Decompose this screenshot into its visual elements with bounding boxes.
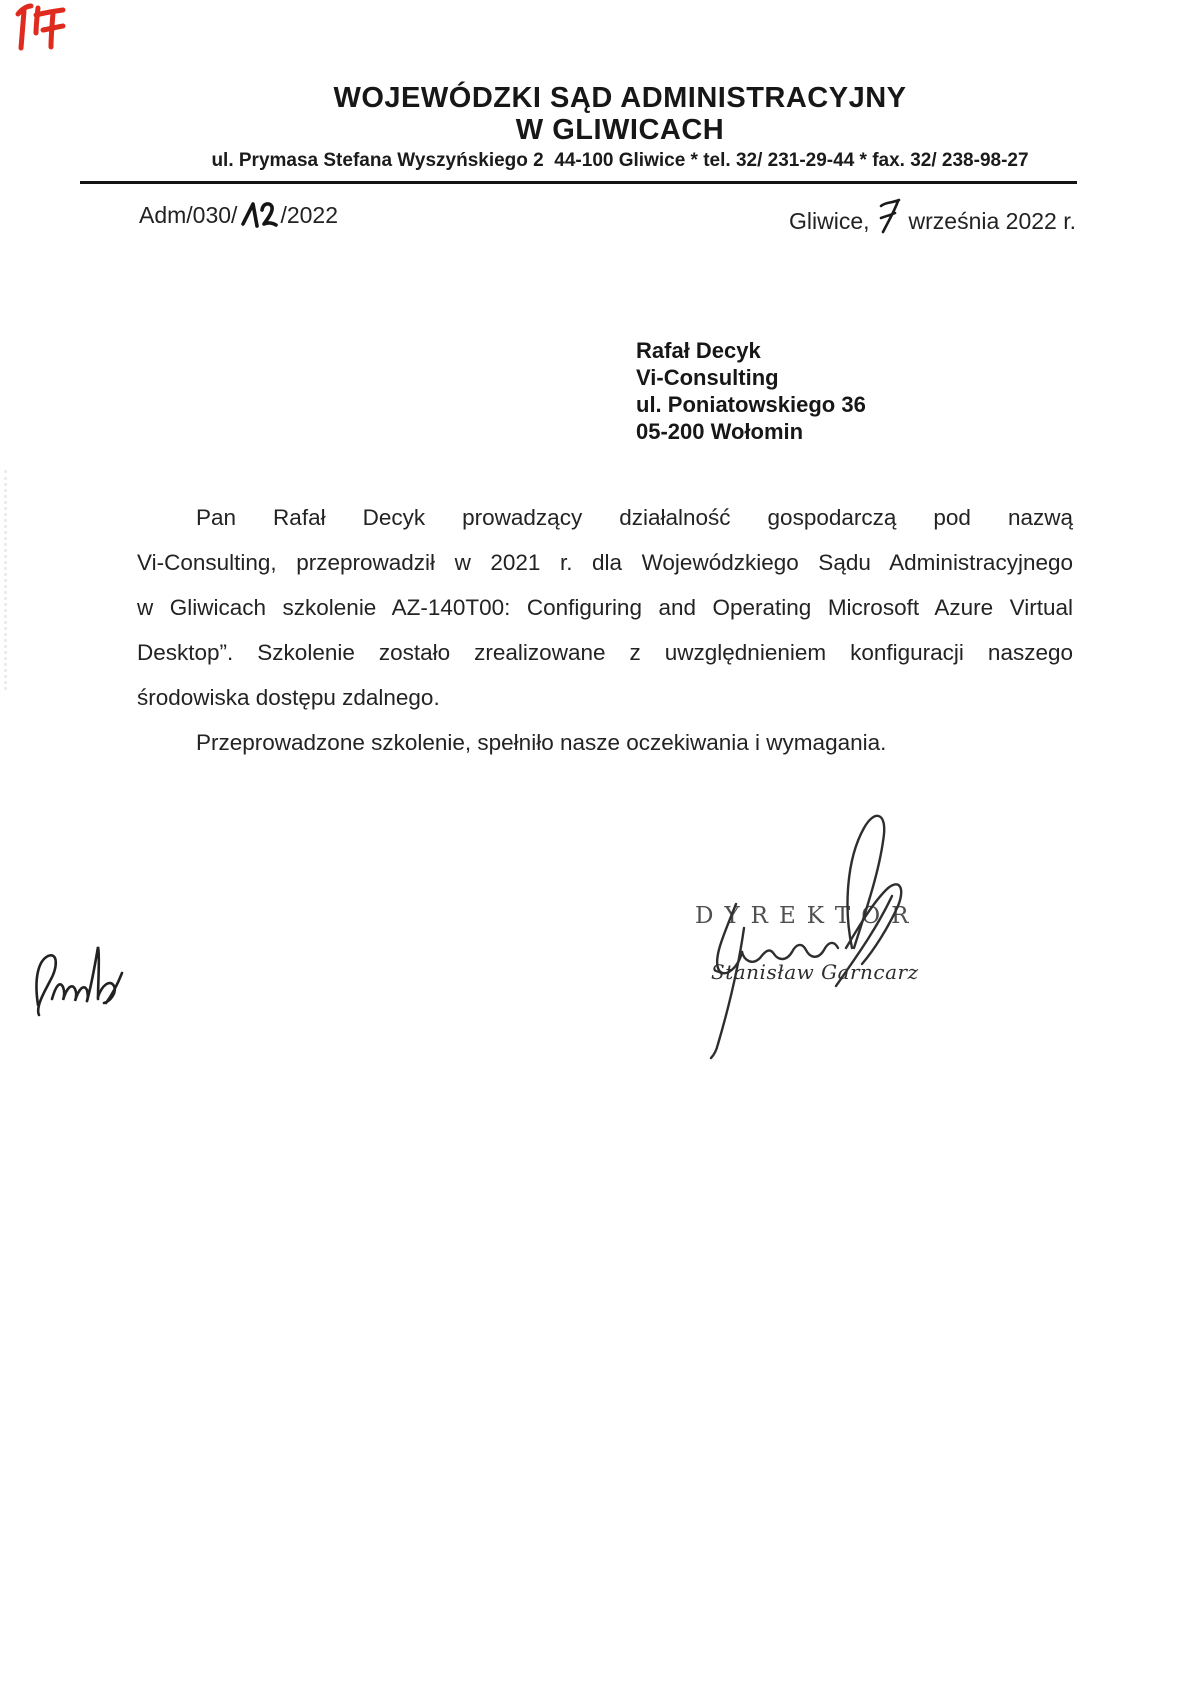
handwritten-paraph — [30, 935, 135, 1017]
reference-suffix: /2022 — [280, 202, 339, 228]
recipient-name: Rafał Decyk — [636, 338, 761, 363]
body-line: środowiska dostępu zdalnego. — [137, 685, 440, 710]
handwritten-day-7 — [879, 197, 901, 235]
court-address-line: ul. Prymasa Stefana Wyszyńskiego 2 44-100 Gliwice * tel. 32/ 231-29-44 * fax. 32/ 238-98-27 — [211, 150, 1029, 171]
recipient-city: 05-200 Wołomin — [636, 419, 804, 444]
body-line: Vi-Consulting, przeprowadził w 2021 r. dla Wojewódzkiego Sądu Administracyjnego — [137, 550, 1073, 575]
red-stamp-mark — [10, 2, 66, 52]
reference-number — [139, 197, 338, 229]
header-divider-rule — [80, 181, 1077, 184]
body-line: w Gliwicach szkolenie AZ-140T00: Configuring and Operating Microsoft Azure Virtual — [137, 595, 1073, 620]
date-text: września 2022 r. — [908, 208, 1076, 234]
letterhead — [120, 82, 1120, 172]
scan-artifact-line — [4, 470, 7, 690]
director-stamp-title: DYREKTOR — [695, 903, 920, 929]
body-line: Desktop”. Szkolenie zostało zrealizowane z uwzględnieniem konfiguracji naszego — [137, 640, 1073, 665]
handwritten-number-12 — [239, 197, 279, 229]
letter-body — [137, 495, 1073, 765]
body-line: Pan Rafał Decyk prowadzący działalność gospodarczą pod nazwą — [196, 505, 1073, 530]
recipient-company: Vi-Consulting — [636, 365, 779, 390]
date-city: Gliwice, — [789, 208, 870, 234]
date-line — [789, 197, 1076, 235]
court-name-line1: WOJEWÓDZKI SĄD ADMINISTRACYJNY — [333, 82, 907, 114]
body-line: Przeprowadzone szkolenie, spełniło nasze oczekiwania i wymagania. — [196, 730, 887, 755]
recipient-block — [636, 337, 866, 445]
director-signature-scrawl — [640, 800, 940, 1070]
reference-prefix: Adm/030/ — [139, 202, 238, 228]
recipient-street: ul. Poniatowskiego 36 — [636, 392, 866, 417]
court-name-line2: W GLIWICACH — [515, 114, 725, 146]
signer-name: Stanisław Garncarz — [711, 960, 919, 984]
